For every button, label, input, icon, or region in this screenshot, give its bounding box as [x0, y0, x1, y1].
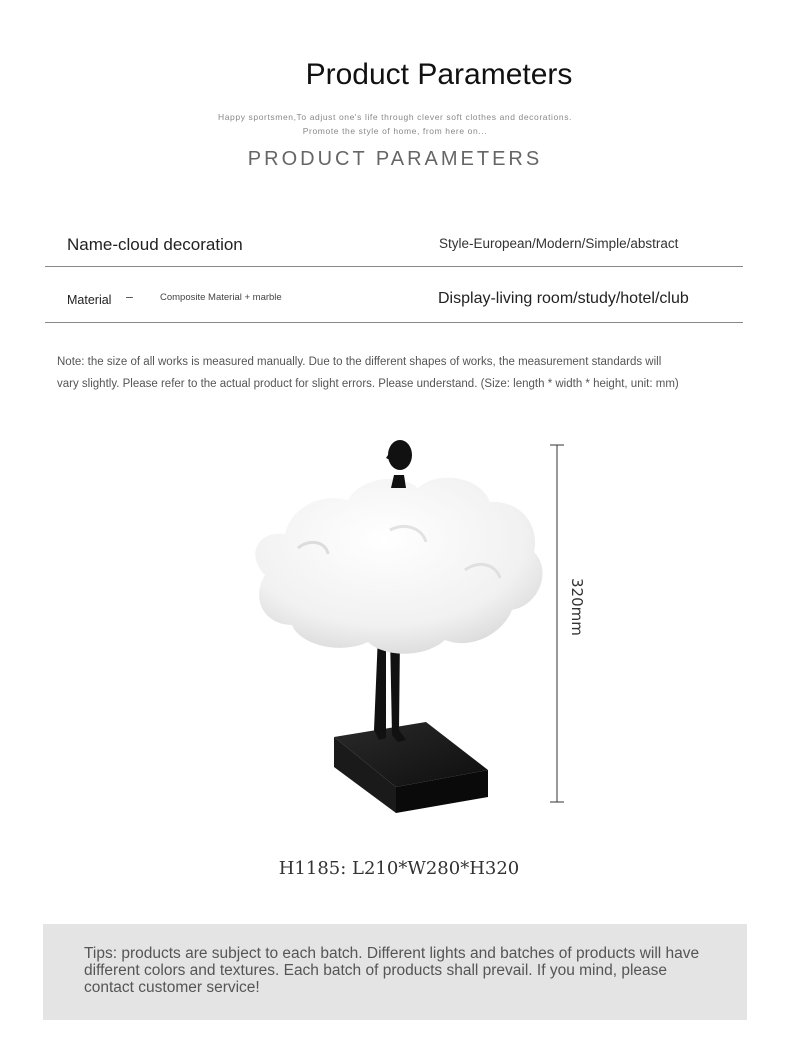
tips-text: Tips: products are subject to each batch. Different lights and batches of products will have different colors and textures. Each batch of products shall prevail. If you mind, please contact customer service!	[84, 945, 700, 996]
param-style: Style-European/Modern/Simple/abstract	[439, 236, 679, 251]
divider-1	[45, 266, 743, 267]
note-line-2: vary slightly. Please refer to the actual product for slight errors. Please understand. (Size: length * width * height, unit: mm)	[57, 378, 679, 390]
tagline-line-2: Promote the style of home, from here on...	[302, 126, 488, 136]
height-dimension-line	[550, 445, 564, 802]
param-material-label: Material	[67, 293, 112, 307]
section-subtitle: PRODUCT PARAMETERS	[247, 148, 543, 170]
height-label: 320mm	[568, 578, 586, 636]
marble-base	[334, 722, 488, 813]
param-material-dash: –	[126, 290, 133, 304]
param-name: Name-cloud decoration	[67, 235, 243, 254]
tagline-line-1: Happy sportsmen,To adjust one's life through clever soft clothes and decorations.	[217, 112, 573, 122]
param-display: Display-living room/study/hotel/club	[438, 290, 689, 307]
model-dimensions: H1185: L210*W280*H320	[278, 858, 520, 879]
page-title: Product Parameters	[305, 58, 573, 91]
note-line-1: Note: the size of all works is measured manually. Due to the different shapes of works, the measurement standards will	[57, 356, 662, 368]
param-material-value: Composite Material + marble	[160, 292, 282, 303]
product-image	[240, 430, 580, 825]
divider-2	[45, 322, 743, 323]
cloud-sculpture	[255, 478, 542, 654]
